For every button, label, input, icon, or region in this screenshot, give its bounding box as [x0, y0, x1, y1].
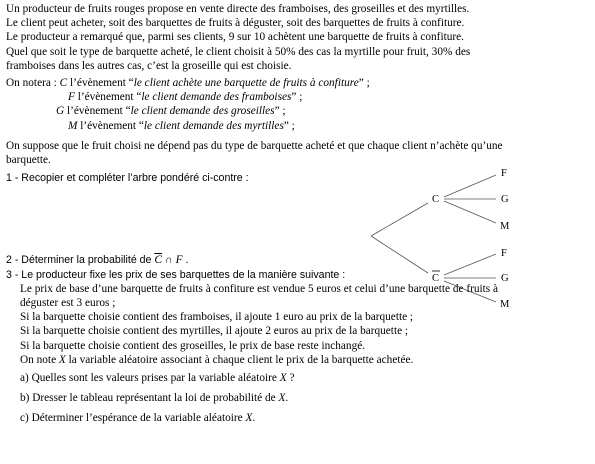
variable-x: X [278, 392, 286, 405]
branch-cbar-f [444, 254, 496, 275]
q3-b-text: . [285, 392, 289, 405]
q3-b-text: b) Dresser le tableau représentant la loi de probabilité de [20, 392, 279, 405]
event-symbol-m: M [68, 119, 78, 132]
question-2-text: 2 - Déterminer la probabilité de [6, 254, 155, 267]
note-text: la variable aléatoire associant à chaque client le prix de la barquette achetée. [65, 353, 414, 366]
event-description: le client achète une barquette de fruits à confiture [133, 77, 359, 90]
event-description: le client demande des myrtilles [143, 119, 284, 132]
intro-line-2: Le client peut acheter, soit des barquettes de fruits à déguster, soit des barquettes de fruits à confiture. [6, 17, 465, 30]
event-text: ” ; [358, 77, 370, 90]
event-text: l’évènement “ [74, 91, 142, 104]
variable-x: X [245, 412, 253, 425]
branch-root-cbar [371, 236, 428, 273]
event-f: F [175, 254, 183, 267]
q3-line-1: Le prix de base d’une barquette de fruits à confiture est vendue 5 euros et celui d’une barquette de fruits à [20, 282, 499, 295]
node-c: C [432, 194, 440, 205]
q3-line-3: Si la barquette choisie contient des framboises, il ajoute 1 euro au prix de la barquette ; [20, 311, 414, 324]
punctuation: . [182, 254, 189, 267]
q3-a-text: a) Quelles sont les valeurs prises par la variable aléatoire [20, 372, 280, 385]
notation-intro: On notera : [6, 77, 57, 90]
q3-line-2: déguster est 3 euros ; [20, 297, 116, 310]
q3-line-5: Si la barquette choisie contient des groseilles, le prix de base reste inchangé. [20, 339, 366, 352]
event-symbol-g: G [56, 105, 65, 118]
q3-c-text: c) Déterminer l’espérance de la variable aléatoire [20, 412, 246, 425]
q3-c-text: . [252, 412, 256, 425]
intersection-symbol: ∩ [162, 254, 176, 267]
leaf-cbar-m: M [500, 299, 510, 310]
intro-line-1: Un producteur de fruits rouges propose en vente directe des framboises, des groseilles et des myrtilles. [6, 3, 470, 15]
event-text: l’évènement “ [67, 77, 134, 90]
event-text: ” ; [283, 119, 295, 132]
variable-x: X [279, 372, 287, 385]
event-symbol-c: C [59, 77, 68, 90]
leaf-cbar-g: G [501, 273, 509, 284]
event-text: l’évènement “ [77, 119, 144, 132]
intro-line-5: framboises dans les autres cas, c’est la groseille qui est choisie. [6, 59, 292, 72]
q3-a-text: ? [286, 372, 295, 385]
leaf-c-f: F [501, 168, 507, 179]
intro-line-4: Quel que soit le type de barquette acheté, le client choisit à 50% des cas la myrtille pour fruit, 30% des [6, 45, 471, 58]
variable-x: X [58, 353, 66, 366]
branch-root-c [371, 203, 428, 236]
leaf-c-m: M [500, 221, 510, 232]
event-description: le client demande des groseilles [130, 105, 275, 118]
event-complement-c: $\overline{C}$ [154, 254, 163, 267]
branch-c-f [444, 175, 496, 197]
intro-line-3: Le producteur a remarqué que, parmi ses clients, 9 sur 10 achètent une barquette de fruits à confiture. [6, 31, 464, 44]
question-1: 1 - Recopier et compléter l’arbre pondéré ci-contre : [6, 172, 249, 185]
branch-cbar-m [444, 281, 496, 302]
question-3-head: 3 - Le producteur fixe les prix de ses barquettes de la manière suivante : [6, 268, 346, 281]
event-text: ” ; [274, 105, 286, 118]
node-cbar: C [432, 273, 440, 284]
q3-line-4: Si la barquette choisie contient des myrtilles, il ajoute 2 euros au prix de la barquette ; [20, 325, 409, 338]
event-text: l’évènement “ [64, 105, 131, 118]
note-text: On note [20, 353, 59, 366]
event-description: le client demande des framboises [141, 91, 292, 104]
suppose-line-2: barquette. [6, 154, 51, 167]
leaf-cbar-f: F [501, 248, 507, 259]
suppose-line-1: On suppose que le fruit choisi ne dépend pas du type de barquette acheté et que chaque client n’achète qu’une [6, 139, 503, 152]
branch-c-m [444, 201, 496, 223]
event-symbol-f: F [68, 91, 75, 104]
leaf-c-g: G [501, 194, 509, 205]
event-text: ” ; [291, 91, 303, 104]
